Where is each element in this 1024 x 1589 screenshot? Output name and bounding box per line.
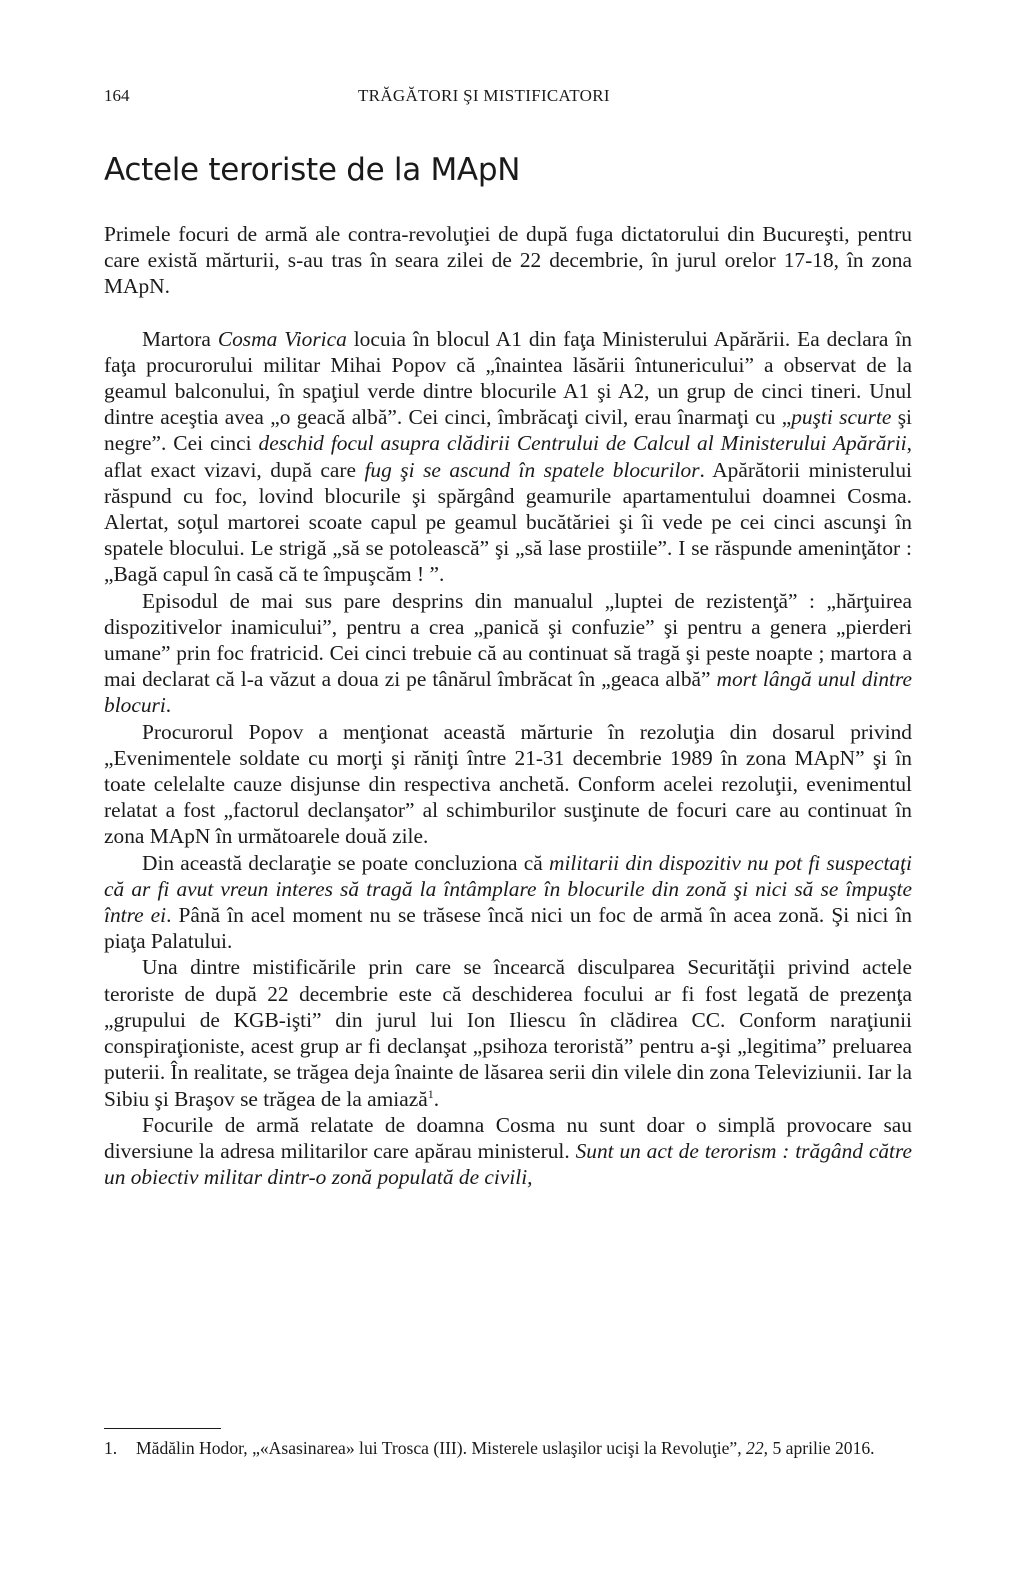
paragraph bbox=[104, 850, 912, 955]
text-run: . Până în acel moment nu se trăsese încă nici un foc de armă în acea zonă. Şi nici în piaţa Palatului. bbox=[104, 903, 912, 954]
paragraph bbox=[104, 326, 912, 588]
text-run: Martora bbox=[142, 326, 218, 351]
footnote-number: 1. bbox=[104, 1438, 118, 1458]
text-run: Una dintre mistificările prin care se încearcă disculparea Securităţii privind actele teroriste de după 22 decembrie este că deschiderea focului ar fi fost legată de prezenţa „grupului de KGB-işti” din jurul lui Ion Iliescu în clădirea CC. Conform naraţiunii conspiraţioniste, acest grup ar fi declanşat „psihoza teroristă” pentru a-şi „legitima” preluarea puterii. În realitate, se trăgea deja înainte de lăsarea serii din vilele din zona Televiziunii. Iar la Sibiu şi Braşov se trăgea de la amiază bbox=[104, 955, 912, 1111]
italic-text: fug şi se ascund în spatele blocurilor bbox=[364, 457, 700, 482]
italic-text: militarii din dispozitiv nu pot fi suspectaţi că ar fi avut vreun interes să tragă la întâmplare în blocurile din zonă şi nici să se împuşte între ei bbox=[104, 850, 912, 928]
running-header bbox=[104, 86, 912, 112]
italic-text: deschid focul asupra clădirii Centrului de Calcul al Ministerului Apărării bbox=[258, 431, 907, 456]
italic-text: puşti scurte bbox=[791, 405, 892, 430]
text-run: locuia în blocul A1 din faţa Ministerului Apărării. Ea declara în faţa procurorului militar Mihai Popov că „înaintea lăsării întunericului” a observat de la geamul balconului, în spaţiul verde dintre blocurile A1 şi A2, un grup de cinci tineri. Unul dintre aceştia avea „o geacă albă”. Cei cinci, îmbrăcaţi civil, erau înarmaţi cu „ bbox=[104, 326, 912, 430]
text-run: . Apărătorii ministerului răspund cu foc, lovind blocurile şi spărgând geamurile apartamentului doamnei Cosma. Alertat, soţul martorei scoate capul pe geamul bucătăriei şi îi vede pe cei cinci ascunşi în spatele blocului. Le strigă „să se potolească” şi „să lase prostiile”. I se răspunde ameninţător : „Bagă capul în casă că te împuşcăm ! ”. bbox=[104, 457, 912, 587]
running-book-title: TRĂGĂTORI ŞI MISTIFICATORI bbox=[358, 86, 610, 105]
text-run: . bbox=[433, 1086, 440, 1111]
italic-text: 22 bbox=[746, 1438, 764, 1458]
text-run: Episodul de mai sus pare desprins din manualul „luptei de rezistenţă” : „hărţuirea dispozitivelor inamicului”, pentru a crea „panică şi confuzie” şi pentru a genera „pierderi umane” prin foc fratricid. Cei cinci trebuie că au continuat să tragă şi peste noapte ; martora a mai declarat că l-a văzut a doua zi pe tânărul îmbrăcat în „geaca albă” bbox=[104, 588, 912, 692]
italic-text: Cosma Viorica bbox=[217, 326, 347, 351]
italic-text: Sunt un act de terorism : trăgând către un obiectiv militar dintr-o zonă populată de civili, bbox=[104, 1138, 912, 1190]
footnote-reference[interactable]: 1 bbox=[427, 1086, 434, 1101]
chapter-title: Actele teroriste de la MApN bbox=[104, 152, 521, 188]
text-run: Mădălin Hodor, „«Asasinarea» lui Trosca (III). Misterele uslaşilor ucişi la Revoluţie”, bbox=[136, 1438, 747, 1458]
footnotes bbox=[104, 1437, 912, 1459]
paragraph bbox=[104, 221, 912, 300]
paragraph bbox=[104, 719, 912, 850]
text-run: , aflat exact vizavi, după care bbox=[104, 431, 912, 482]
text-run: şi negre”. Cei cinci bbox=[104, 405, 912, 456]
text-run: Focurile de armă relatate de doamna Cosma nu sunt doar o simplă provocare sau diversiune la adresa militarilor care apărau ministerul. bbox=[104, 1112, 912, 1163]
paragraph bbox=[104, 1112, 912, 1191]
body-text bbox=[104, 221, 912, 1190]
text-run: . bbox=[165, 693, 172, 718]
paragraph bbox=[104, 954, 912, 1111]
text-run: Procurorul Popov a menţionat această mărturie în rezoluţia din dosarul privind „Evenimentele soldate cu morţi şi răniţi între 21-31 decembrie 1989 în zona MApN” şi în toate celelalte cauze disjunse din respectiva anchetă. Conform acelei rezoluţii, evenimentul relatat a fost „factorul declanşator” al schimburilor susţinute de focuri care au continuat în zona MApN în următoarele două zile. bbox=[104, 719, 912, 849]
text-run: Primele focuri de armă ale contra-revoluţiei de după fuga dictatorului din Bucureşti, pentru care există mărturii, s-au tras în seara zilei de 22 decembrie, în jurul orelor 17-18, în zona MApN. bbox=[104, 222, 912, 299]
page-number: 164 bbox=[104, 86, 130, 105]
text-run: , 5 aprilie 2016. bbox=[763, 1438, 875, 1458]
footnote-divider bbox=[104, 1428, 221, 1429]
italic-text: mort lângă unul dintre blocuri bbox=[104, 667, 912, 718]
footnote bbox=[104, 1437, 912, 1459]
text-run: Din această declaraţie se poate concluziona că bbox=[142, 850, 549, 875]
paragraph bbox=[104, 588, 912, 719]
